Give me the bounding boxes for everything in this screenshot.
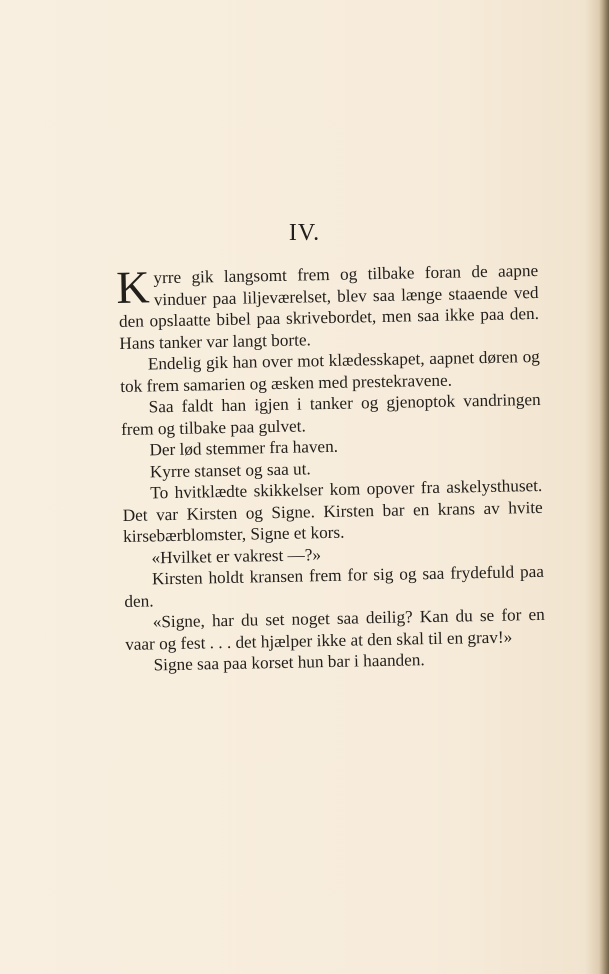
paragraph: Kirsten holdt kransen frem for sig og saa frydefuld paa den.: [124, 561, 545, 611]
paragraph: «Signe, har du set noget saa deilig? Kan du se for en vaar og fest . . . det hjælper ikke at den skal til en grav!»: [125, 604, 545, 654]
paragraph: Signe saa paa korset hun bar i haanden.: [153, 650, 425, 675]
paragraph: Der lød stemmer fra haven.: [149, 436, 339, 460]
paragraph: [115, 260, 540, 354]
paragraph-text: yrre gik langsomt frem og tilbake foran de aapne vinduer paa liljeværelset, blev saa længe staaende ved den opslaatte bibel paa skrivebordet, men saa ikke paa den. Hans tanker var langt borte.: [118, 260, 540, 353]
drop-cap: K: [115, 261, 151, 314]
paragraph: «Hvilket er vakrest —?»: [151, 544, 322, 567]
paragraph: Saa faldt han igjen i tanker og gjenoptok vandringen frem og tilbake paa gulvet.: [120, 389, 541, 439]
chapter-text: [115, 260, 546, 676]
paragraph: To hvitklædte skikkelser kom opover fra askelysthuset. Det var Kirsten og Signe. Kirsten bar en krans av hvite kirsebærblomster, Signe et kors.: [122, 475, 543, 546]
paragraph: Endelig gik han over mot klædesskapet, aapnet døren og tok frem samarien og æsken med prestekravene.: [120, 346, 540, 396]
paragraph: Kyrre stanset og saa ut.: [149, 458, 311, 481]
page-edge-shadow: [599, 0, 609, 974]
chapter-heading: IV.: [288, 220, 321, 246]
